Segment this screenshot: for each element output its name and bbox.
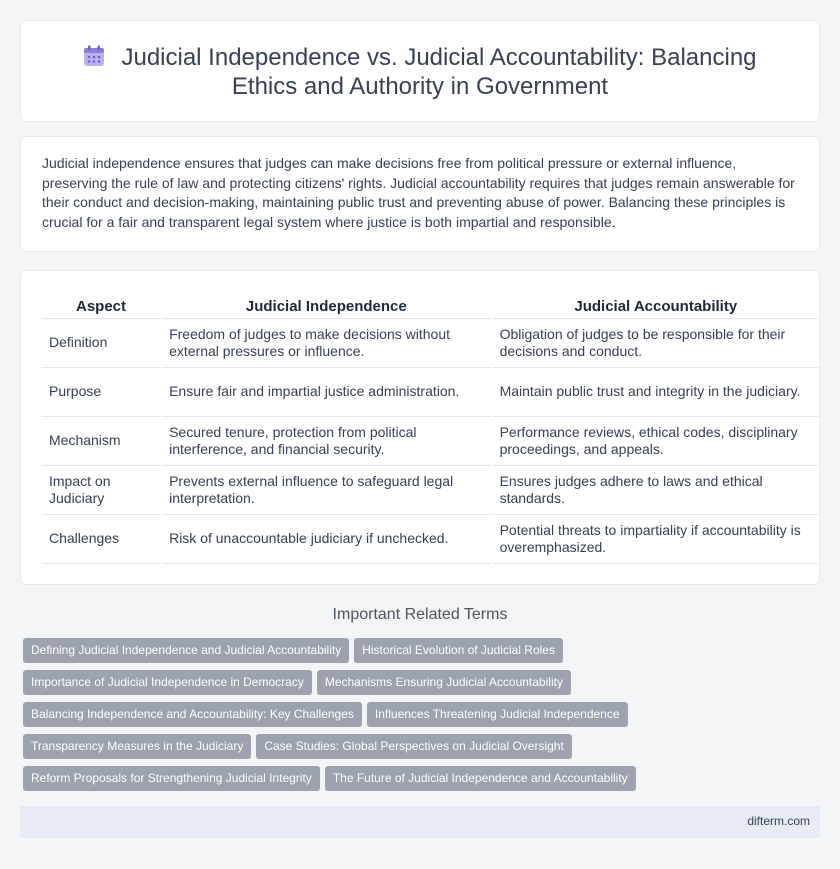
table-header-row	[42, 294, 819, 319]
table-row	[42, 466, 819, 515]
calendar-icon	[83, 45, 105, 67]
table-row	[42, 515, 819, 564]
accountability-cell: Potential threats to impartiality if accountability is overemphasized.	[493, 515, 819, 564]
related-terms-list	[23, 638, 823, 798]
footer-bar	[20, 806, 820, 838]
related-term-tag[interactable]: Historical Evolution of Judicial Roles	[354, 638, 563, 663]
related-terms-title: Important Related Terms	[332, 606, 508, 623]
related-term-tag[interactable]: Importance of Judicial Independence in Democracy	[23, 670, 312, 695]
intro-paragraph: Judicial independence ensures that judges can make decisions free from political pressure or external influence, preserving the rule of law and protecting citizens' rights. Judicial accountability requires that judges remain answerable for their conduct and decision-making, maintaining public trust and preventing abuse of power. Balancing these principles is crucial for a fair and transparent legal system where justice is both impartial and responsible.	[42, 155, 795, 230]
accountability-cell: Performance reviews, ethical codes, disciplinary proceedings, and appeals.	[493, 417, 819, 466]
page-title	[21, 43, 819, 101]
related-term-tag[interactable]: Influences Threatening Judicial Independence	[367, 702, 628, 727]
footer-site-link[interactable]: difterm.com	[747, 814, 810, 828]
accountability-cell: Ensures judges adhere to laws and ethical standards.	[493, 466, 819, 515]
table-row	[42, 319, 819, 368]
header-card	[20, 20, 820, 122]
aspect-cell: Impact on Judiciary	[42, 466, 160, 515]
related-term-tag[interactable]: Case Studies: Global Perspectives on Judicial Oversight	[256, 734, 571, 759]
title-line-2: Ethics and Authority in Government	[231, 73, 609, 100]
accountability-cell: Obligation of judges to be responsible for their decisions and conduct.	[493, 319, 819, 368]
related-term-tag[interactable]: Transparency Measures in the Judiciary	[23, 734, 251, 759]
independence-cell: Prevents external influence to safeguard legal interpretation.	[162, 466, 490, 515]
independence-cell: Risk of unaccountable judiciary if unchecked.	[162, 515, 490, 564]
aspect-cell: Definition	[42, 319, 160, 368]
comparison-table	[42, 294, 819, 564]
related-term-tag[interactable]: Balancing Independence and Accountability: Key Challenges	[23, 702, 362, 727]
header-aspect: Aspect	[42, 294, 160, 319]
independence-cell: Secured tenure, protection from political interference, and financial security.	[162, 417, 490, 466]
accountability-cell: Maintain public trust and integrity in the judiciary.	[493, 368, 819, 417]
title-line-1: Judicial Independence vs. Judicial Accountability: Balancing	[121, 44, 757, 71]
aspect-cell: Challenges	[42, 515, 160, 564]
header-judicial-accountability: Judicial Accountability	[493, 294, 819, 319]
table-row	[42, 368, 819, 417]
aspect-cell: Mechanism	[42, 417, 160, 466]
intro-card	[20, 136, 820, 252]
header-judicial-independence: Judicial Independence	[162, 294, 490, 319]
table-row	[42, 417, 819, 466]
independence-cell: Freedom of judges to make decisions without external pressures or influence.	[162, 319, 490, 368]
related-term-tag[interactable]: Reform Proposals for Strengthening Judicial Integrity	[23, 766, 320, 791]
aspect-cell: Purpose	[42, 368, 160, 417]
independence-cell: Ensure fair and impartial justice administration.	[162, 368, 490, 417]
related-term-tag[interactable]: The Future of Judicial Independence and Accountability	[325, 766, 636, 791]
related-term-tag[interactable]: Defining Judicial Independence and Judicial Accountability	[23, 638, 349, 663]
comparison-card	[20, 270, 820, 585]
related-term-tag[interactable]: Mechanisms Ensuring Judicial Accountability	[317, 670, 571, 695]
